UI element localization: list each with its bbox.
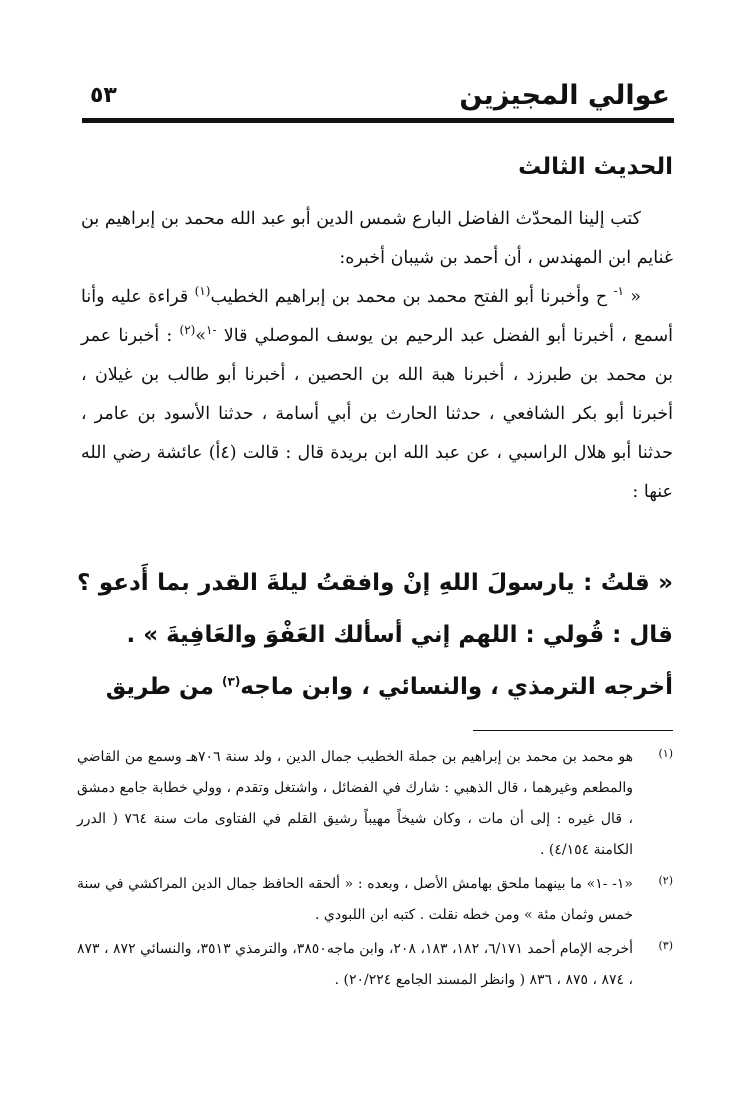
section-title: الحديث الثالث: [518, 154, 673, 180]
page-number: ٥٣: [90, 83, 117, 108]
insert-mark-end: -١: [206, 323, 217, 338]
paragraph-2-part-b: ح وأخبرنا أبو الفتح محمد بن محمد بن إبراهيم الخطيب: [210, 287, 614, 307]
footnote-ref-1: (١): [194, 284, 211, 299]
footnote-text: هو محمد بن محمد بن إبراهيم بن جملة الخطيب جمال الدين ، ولد سنة ٧٠٦هـ وسمع من القاضي والمطعم وغيرهما ، قال الذهبي : شارك في الفضائل ، واشتغل وتقدم ، وولي خطابة جامع دمشق ، قال غيره : إلى أن مات ، وكان شيخاً مهيباً رشيق القلم في الفتاوى مات سنة ٧٦٤ ( الدرر الكامنة ٤/١٥٤) .: [77, 749, 633, 858]
footnote-text: «١- -١» ما بينهما ملحق بهامش الأصل ، وبعده : « ألحقه الحافظ جمال الدين المراكشي في سنة خمس وثمان مئة » ومن خطه نقلت . كتبه ابن اللبودي .: [77, 876, 633, 923]
footnote-number: (٢): [658, 874, 673, 887]
open-quote: «: [623, 287, 641, 307]
footnote-text: أخرجه الإمام أحمد ٦/١٧١، ١٨٢، ١٨٣، ٢٠٨، وابن ماجه٣٨٥٠، والترمذي ٣٥١٣، والنسائي ٨٧٢ ، ٨٧٣ ، ٨٧٤ ، ٨٧٥ ، ٨٣٦ ( وانظر المسند الجامع ٢٠/٢٢٤) .: [77, 941, 634, 988]
footnote-separator: [473, 730, 673, 731]
footnote-number: (٣): [658, 939, 673, 952]
footnote-ref-3: (٣): [222, 674, 241, 689]
close-quote: »: [195, 326, 207, 346]
paragraph-2-part-c: قراءة عليه وأنا أسمع ، أخبرنا أبو الفضل عبد الرحيم بن يوسف الموصلي قالا: [81, 287, 673, 346]
paragraph-2-part-e: : أخبرنا عمر بن محمد بن طبرزد ، أخبرنا هبة الله بن الحصين ، أخبرنا أبو طالب بن غيلان ، أخبرنا أبو بكر الشافعي ، حدثنا الحارث بن أبي أسامة ، حدثنا الأسود بن عامر ، حدثنا أبو هلال الراسبي ، عن عبد الله ابن بريدة قال : قالت (٤أ) عائشة رضي الله عنها :: [81, 326, 673, 502]
footnotes: [77, 742, 673, 999]
hadith-matn: [77, 557, 673, 713]
footnote-ref-2: (٢): [179, 323, 196, 338]
takhrij-text-end: من طريق: [105, 674, 222, 700]
takhrij-text: أخرجه الترمذي ، والنسائي ، وابن ماجه: [240, 674, 673, 700]
takhrij-line: [77, 661, 673, 713]
footnote: [77, 742, 673, 866]
running-title: عوالي المجيزين: [459, 80, 670, 111]
paragraph-1: كتب إلينا المحدّث الفاضل البارع شمس الدين أبو عبد الله محمد بن إبراهيم بن غنايم ابن المهندس ، أن أحمد بن شيبان أخبره:: [81, 209, 673, 268]
isnad-text: [81, 200, 673, 512]
footnote: [77, 934, 673, 996]
running-header: [82, 78, 670, 118]
paragraph-2: [81, 278, 673, 512]
footnote: [77, 869, 673, 931]
header-rule: [82, 118, 674, 123]
insert-mark-start: ١-: [613, 284, 624, 299]
hadith-text: « قلتُ : يارسولَ اللهِ إنْ وافقتُ ليلةَ القدر بما أَدعو ؟ قال : قُولي : اللهم إني أسألك العَفْوَ والعَافِيةَ » .: [77, 570, 673, 648]
footnote-number: (١): [658, 747, 673, 760]
